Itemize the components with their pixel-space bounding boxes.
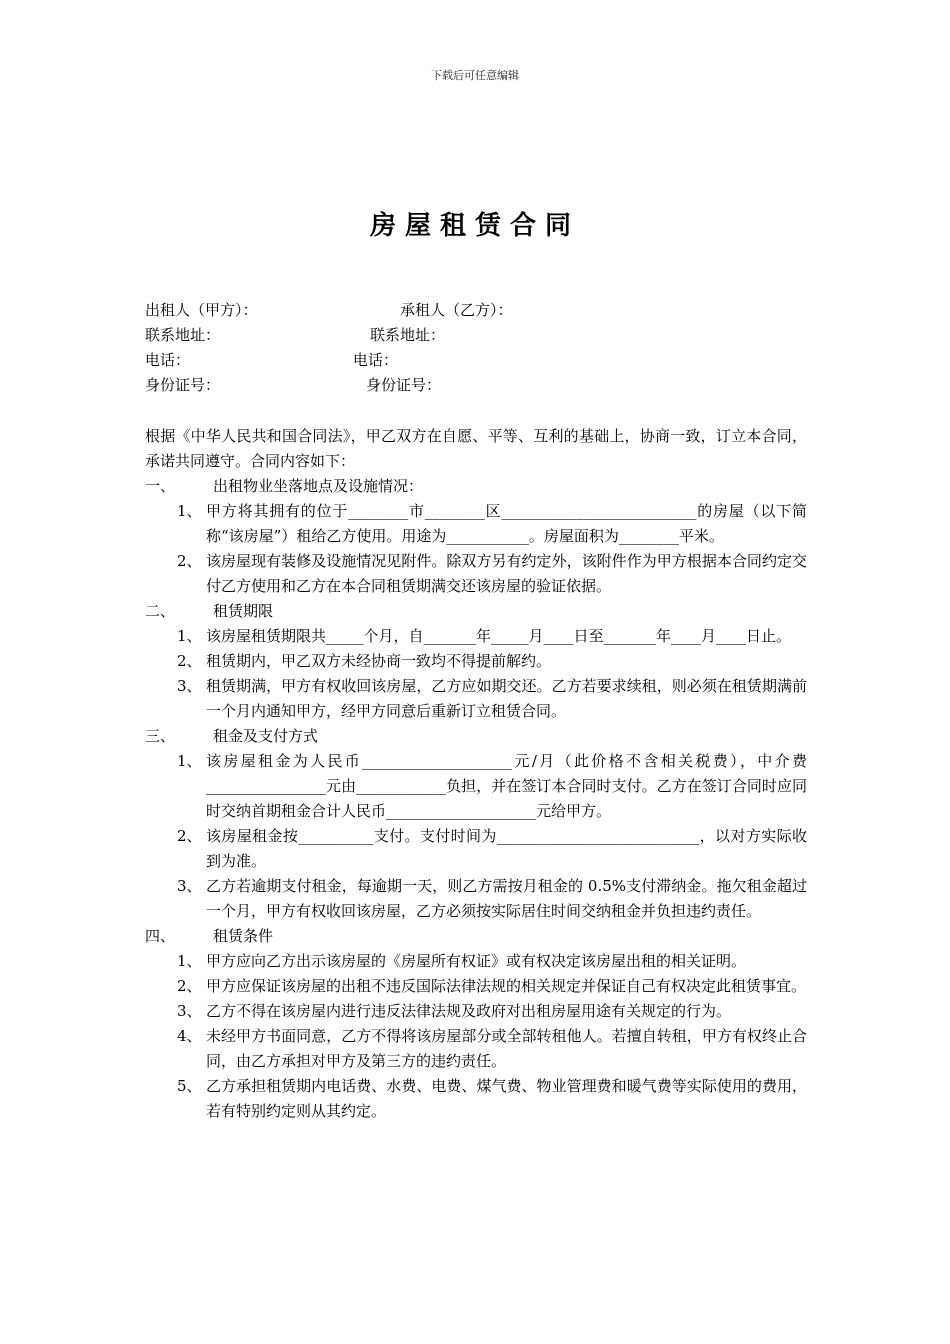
clause-number: 1、 bbox=[177, 502, 202, 520]
clause-text: 未经甲方书面同意，乙方不得将该房屋部分或全部转租他人。若擅自转租，甲方有权终止合同，由乙方承担对甲方及第三方的违约责任。 bbox=[206, 1027, 807, 1070]
clause-text: 甲方应向乙方出示该房屋的《房屋所有权证》或有权决定该房屋出租的相关证明。 bbox=[206, 952, 747, 970]
document-title: 房屋租赁合同 bbox=[369, 211, 580, 241]
clause-text: 该房屋现有装修及设施情况见附件。除双方另有约定外，该附件作为甲方根据本合同约定交付乙方使用和乙方在本合同租赁期满交还该房屋的验证依据。 bbox=[206, 552, 807, 595]
clause-number: 5、 bbox=[177, 1077, 202, 1095]
party-row bbox=[145, 323, 446, 348]
parties-block bbox=[145, 298, 513, 398]
clause-number: 2、 bbox=[177, 652, 202, 670]
clause bbox=[145, 949, 807, 974]
clause bbox=[145, 624, 807, 649]
party-row bbox=[145, 298, 513, 323]
clause-number: 1、 bbox=[177, 627, 202, 645]
clause-text: 租赁期内，甲乙双方未经协商一致均不得提前解约。 bbox=[206, 652, 552, 670]
section-number: 四、 bbox=[145, 927, 176, 945]
clause bbox=[145, 649, 807, 674]
clause-text: 租赁期满，甲方有权收回该房屋，乙方应如期交还。乙方若要求续租，则必须在租赁期满前一个月内通知甲方，经甲方同意后重新订立租赁合同。 bbox=[206, 677, 807, 720]
lessor-phone-label: 电话： bbox=[145, 351, 191, 369]
section-heading bbox=[145, 924, 807, 949]
clause bbox=[145, 1024, 807, 1074]
clause bbox=[145, 974, 807, 999]
clause-number: 1、 bbox=[177, 752, 202, 770]
clause-number: 3、 bbox=[177, 1002, 202, 1020]
lessor-id-label: 身份证号： bbox=[145, 376, 221, 394]
clause-number: 2、 bbox=[177, 977, 202, 995]
section-number: 二、 bbox=[145, 602, 176, 620]
clause-number: 3、 bbox=[177, 877, 202, 895]
intro-paragraph: 根据《中华人民共和国合同法》，甲乙双方在自愿、平等、互利的基础上，协商一致，订立本合同，承诺共同遵守。合同内容如下： bbox=[145, 427, 807, 470]
clause-text: 乙方承担租赁期内电话费、水费、电费、煤气费、物业管理费和暖气费等实际使用的费用，若有特别约定则从其约定。 bbox=[206, 1077, 807, 1120]
clause bbox=[145, 749, 807, 824]
lessee-address-label: 联系地址： bbox=[370, 326, 446, 344]
clause-text: 乙方若逾期支付租金，每逾期一天，则乙方需按月租金的 0.5%支付滞纳金。拖欠租金超过一个月，甲方有权收回该房屋，乙方必须按实际居住时间交纳租金并负担违约责任。 bbox=[206, 877, 807, 920]
lessor-address-label: 联系地址： bbox=[145, 326, 221, 344]
clause-text: 乙方不得在该房屋内进行违反法律法规及政府对出租房屋用途有关规定的行为。 bbox=[206, 1002, 732, 1020]
clause bbox=[145, 874, 807, 924]
clause-number: 4、 bbox=[177, 1027, 202, 1045]
contract-body bbox=[145, 424, 807, 1124]
lessor-label: 出租人（甲方）： bbox=[145, 301, 258, 319]
party-row bbox=[145, 373, 442, 398]
clause-text: 甲方应保证该房屋的出租不违反国际法律法规的相关规定并保证自己有权决定此租赁事宜。 bbox=[206, 977, 807, 995]
clause-number: 1、 bbox=[177, 952, 202, 970]
party-row bbox=[145, 348, 399, 373]
section-heading bbox=[145, 474, 807, 499]
clause-text: 该房屋租金按__________支付。支付时间为___________________________，以对方实际收到为准。 bbox=[206, 827, 807, 870]
clause-text: 该房屋租赁期限共_____个月，自_______年_____月____日至_______年____月____日止。 bbox=[206, 627, 792, 645]
clause bbox=[145, 549, 807, 599]
clause-number: 2、 bbox=[177, 552, 202, 570]
section-title: 租赁期限 bbox=[213, 602, 274, 620]
clause bbox=[145, 674, 807, 724]
section-title: 出租物业坐落地点及设施情况： bbox=[213, 477, 424, 495]
lessee-phone-label: 电话： bbox=[353, 351, 399, 369]
clause bbox=[145, 1074, 807, 1124]
clause bbox=[145, 499, 807, 549]
clause-text: 甲方将其拥有的位于________市________区__________________________的房屋（以下简称“该房屋”）租给乙方使用。用途为___________。房屋面积为________平米。 bbox=[206, 502, 807, 545]
header-note: 下载后可任意编辑 bbox=[431, 69, 519, 82]
clause bbox=[145, 824, 807, 874]
clause bbox=[145, 999, 807, 1024]
clause-number: 3、 bbox=[177, 677, 202, 695]
section-heading bbox=[145, 724, 807, 749]
lessee-label: 承租人（乙方）： bbox=[400, 301, 513, 319]
section-number: 三、 bbox=[145, 727, 176, 745]
section-title: 租赁条件 bbox=[213, 927, 274, 945]
clause-number: 2、 bbox=[177, 827, 202, 845]
section-title: 租金及支付方式 bbox=[213, 727, 319, 745]
lessee-id-label: 身份证号： bbox=[366, 376, 442, 394]
section-heading bbox=[145, 599, 807, 624]
section-number: 一、 bbox=[145, 477, 176, 495]
clause-text: 该房屋租金为人民币____________________元/月（此价格不含相关税费），中介费________________元由____________负担，并在签订本合同时支付。乙方在签订合同时应同时交纳首期租金合计人民币____________________元给甲方。 bbox=[206, 752, 807, 820]
